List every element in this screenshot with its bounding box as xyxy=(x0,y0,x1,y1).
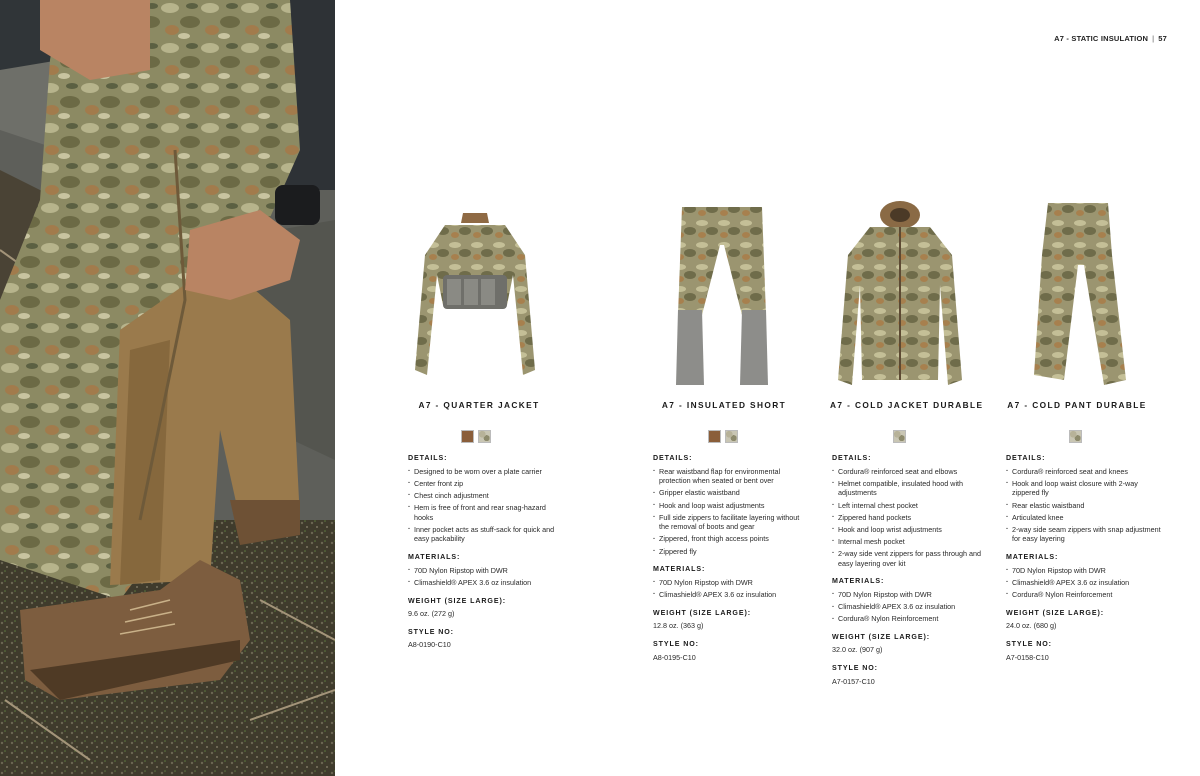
weight-heading: WEIGHT (SIZE LARGE): xyxy=(1006,608,1104,617)
photo-illustration xyxy=(0,0,335,776)
page-header xyxy=(1054,34,1167,43)
cold-jacket-image xyxy=(830,195,970,390)
detail-item: · Gripper elastic waistband xyxy=(653,488,811,498)
detail-item: · Zippered, front thigh access points xyxy=(653,534,811,544)
details-list xyxy=(653,467,811,557)
weight-value: 9.6 oz. (272 g) xyxy=(408,609,455,619)
material-item: · Climashield® APEX 3.6 oz insulation xyxy=(653,590,811,600)
swatch-coyote[interactable] xyxy=(461,430,474,443)
color-swatches xyxy=(708,430,738,443)
weight-value: 12.8 oz. (363 g) xyxy=(653,621,704,631)
materials-list xyxy=(408,566,566,588)
page-number: 57 xyxy=(1158,34,1167,43)
style-number: A8-0190-C10 xyxy=(408,640,451,650)
swatch-coyote[interactable] xyxy=(708,430,721,443)
material-item: · Cordura® Nylon Reinforcement xyxy=(1006,590,1164,600)
style-heading: STYLE NO: xyxy=(1006,639,1052,648)
detail-item: · Zippered fly xyxy=(653,547,811,557)
detail-item: · 2-way side seam zippers with snap adjustment for easy layering xyxy=(1006,525,1164,544)
materials-heading: MATERIALS: xyxy=(832,577,885,586)
product-title: A7 - INSULATED SHORT xyxy=(661,400,787,410)
weight-heading: WEIGHT (SIZE LARGE): xyxy=(832,632,930,641)
lifestyle-photo xyxy=(0,0,335,776)
section-title: A7 - STATIC INSULATION xyxy=(1054,34,1149,43)
product-title: A7 - QUARTER JACKET xyxy=(418,400,540,410)
cold-pant-image xyxy=(1008,195,1148,390)
material-item: · Climashield® APEX 3.6 oz insulation xyxy=(832,602,990,612)
detail-item: · 2-way side vent zippers for pass through and easy layering over kit xyxy=(832,549,990,568)
style-heading: STYLE NO: xyxy=(653,639,699,648)
detail-item: · Designed to be worn over a plate carrier xyxy=(408,467,566,477)
details-list xyxy=(408,467,566,545)
detail-item: · Zippered hand pockets xyxy=(832,513,990,523)
material-item: · 70D Nylon Ripstop with DWR xyxy=(832,590,990,600)
material-item: · 70D Nylon Ripstop with DWR xyxy=(653,578,811,588)
weight-value: 24.0 oz. (680 g) xyxy=(1006,621,1057,631)
detail-item: · Inner pocket acts as stuff-sack for quick and easy packability xyxy=(408,525,566,544)
swatch-multicam[interactable] xyxy=(478,430,491,443)
detail-item: · Hem is free of front and rear snag-hazard hooks xyxy=(408,503,566,522)
detail-item: · Hook and loop waist adjustments xyxy=(653,501,811,511)
swatch-multicam[interactable] xyxy=(1069,430,1082,443)
weight-heading: WEIGHT (SIZE LARGE): xyxy=(653,608,751,617)
material-item: · 70D Nylon Ripstop with DWR xyxy=(1006,566,1164,576)
product-title: A7 - COLD PANT DURABLE xyxy=(1007,400,1147,410)
style-number: A7-0158-C10 xyxy=(1006,652,1049,662)
details-list xyxy=(832,467,990,569)
material-item: · Cordura® Nylon Reinforcement xyxy=(832,614,990,624)
color-swatches xyxy=(461,430,491,443)
materials-list xyxy=(1006,566,1164,600)
style-heading: STYLE NO: xyxy=(408,627,454,636)
details-heading: DETAILS: xyxy=(408,454,448,462)
details-heading: DETAILS: xyxy=(832,454,872,462)
material-item: · Climashield® APEX 3.6 oz insulation xyxy=(1006,578,1164,588)
detail-item: · Cordura® reinforced seat and knees xyxy=(1006,467,1164,477)
insulated-short-image xyxy=(652,195,792,390)
detail-item: · Cordura® reinforced seat and elbows xyxy=(832,467,990,477)
quarter-jacket-image xyxy=(405,195,545,390)
detail-item: · Chest cinch adjustment xyxy=(408,491,566,501)
style-number: A8-0195-C10 xyxy=(653,652,696,662)
product-specs xyxy=(653,454,811,671)
details-list xyxy=(1006,467,1164,545)
materials-heading: MATERIALS: xyxy=(408,553,461,562)
style-heading: STYLE NO: xyxy=(832,664,878,673)
product-title: A7 - COLD JACKET DURABLE xyxy=(830,400,984,410)
detail-item: · Left internal chest pocket xyxy=(832,501,990,511)
materials-list xyxy=(832,590,990,624)
detail-item: · Internal mesh pocket xyxy=(832,537,990,547)
detail-item: · Hook and loop waist closure with 2-way zippered fly xyxy=(1006,479,1164,498)
detail-item: · Rear elastic waistband xyxy=(1006,501,1164,511)
style-number: A7-0157-C10 xyxy=(832,676,875,686)
detail-item: · Articulated knee xyxy=(1006,513,1164,523)
product-specs xyxy=(408,454,566,659)
materials-heading: MATERIALS: xyxy=(1006,553,1059,562)
header-divider: | xyxy=(1152,34,1155,43)
detail-item: · Rear waistband flap for environmental protection when seated or bent over xyxy=(653,467,811,486)
detail-item: · Helmet compatible, insulated hood with adjustments xyxy=(832,479,990,498)
color-swatches xyxy=(1069,430,1082,443)
swatch-multicam[interactable] xyxy=(725,430,738,443)
details-heading: DETAILS: xyxy=(1006,454,1046,462)
material-item: · Climashield® APEX 3.6 oz insulation xyxy=(408,578,566,588)
detail-item: · Hook and loop wrist adjustments xyxy=(832,525,990,535)
swatch-multicam[interactable] xyxy=(893,430,906,443)
materials-list xyxy=(653,578,811,600)
details-heading: DETAILS: xyxy=(653,454,693,462)
product-specs xyxy=(832,454,990,695)
detail-item: · Center front zip xyxy=(408,479,566,489)
material-item: · 70D Nylon Ripstop with DWR xyxy=(408,566,566,576)
materials-heading: MATERIALS: xyxy=(653,565,706,574)
weight-heading: WEIGHT (SIZE LARGE): xyxy=(408,596,506,605)
color-swatches xyxy=(893,430,906,443)
product-specs xyxy=(1006,454,1164,671)
weight-value: 32.0 oz. (907 g) xyxy=(832,645,883,655)
detail-item: · Full side zippers to facilitate layering without the removal of boots and gear xyxy=(653,513,811,532)
